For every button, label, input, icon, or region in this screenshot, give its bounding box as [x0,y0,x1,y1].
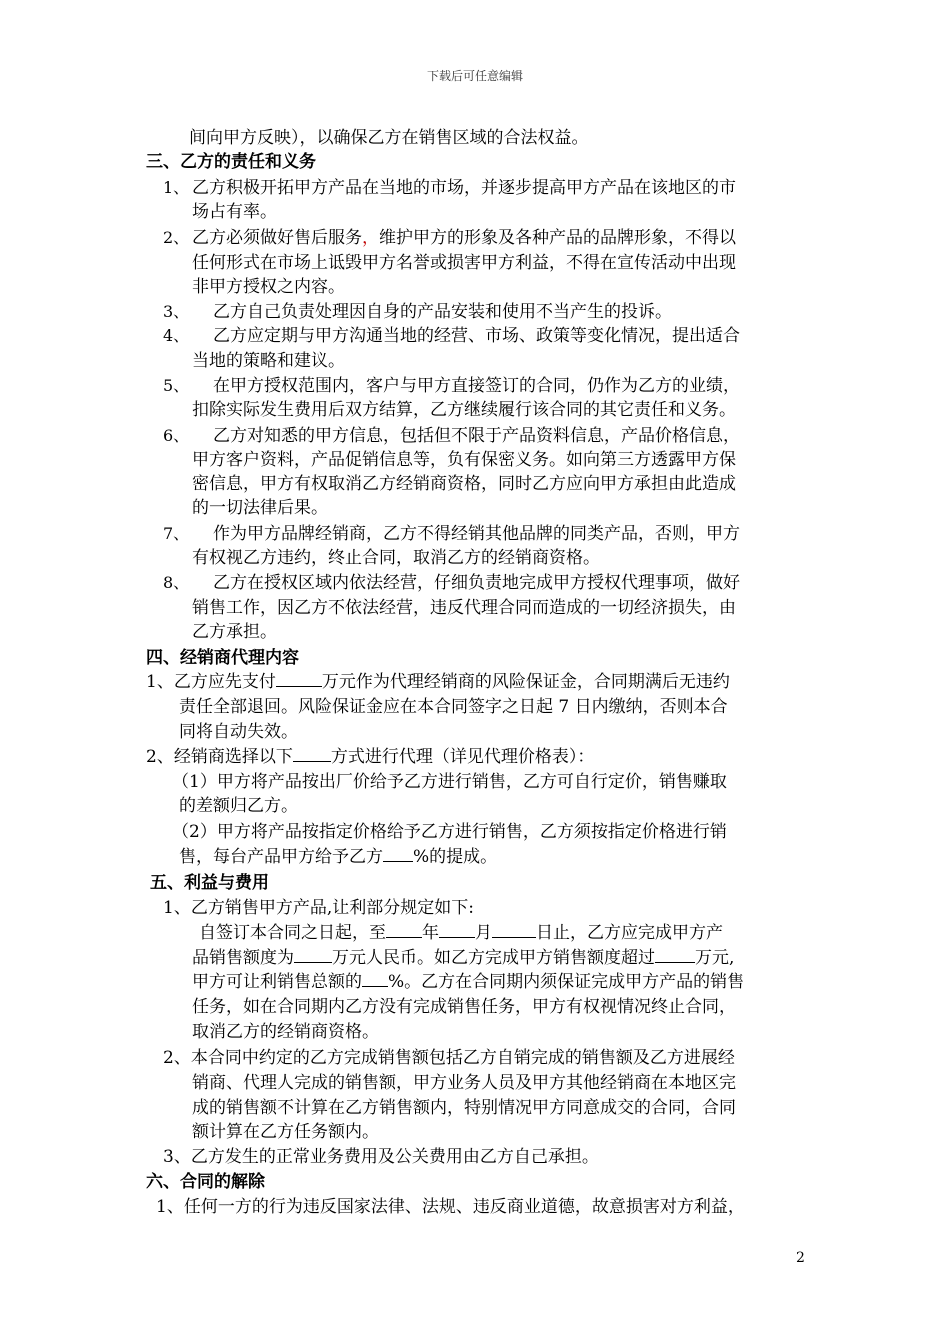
text-line: 任务，如在合同期内乙方没有完成销售任务，甲方有权视情况终止合同， [192,997,736,1017]
section-3-title: 三、乙方的责任和义务 [146,152,316,172]
text-line: 自签订本合同之日起，至 年 月 日止，乙方应完成甲方产 [199,923,723,943]
item-number: 2、 [163,228,190,247]
item-number: 8、 [163,573,190,592]
text-line: 甲方客户资料，产品促销信息等，负有保密义务。如向第三方透露甲方保 [192,450,736,470]
text-line: 乙方自己负责处理因自身的产品安装和使用不当产生的投诉。 [213,302,672,322]
text-line: 非甲方授权之内容。 [192,277,345,297]
text-line: 扣除实际发生费用后双方结算，乙方继续履行该合同的其它责任和义务。 [192,400,736,420]
text-line: 当地的策略和建议。 [192,351,345,371]
text-line: 场占有率。 [192,202,277,222]
section-6-title: 六、合同的解除 [146,1172,265,1192]
text-line: 1、任何一方的行为违反国家法律、法规、违反商业道德，故意损害对方利益， [156,1197,745,1217]
page-number: 2 [796,1250,805,1266]
text-line: 的一切法律后果。 [192,498,328,518]
text-line: 乙方积极开拓甲方产品在当地的市场，并逐步提高甲方产品在该地区的市 [192,178,736,198]
item-number: 1、 [163,178,190,197]
page-header: 下载后可任意编辑 [426,69,523,83]
text-line: 的差额归乙方。 [179,796,298,816]
text-line: 甲方可让利销售总额的 %。乙方在合同期内须保证完成甲方产品的销售 [192,972,745,992]
item-number: 7、 [163,524,190,543]
text-line: （2）甲方将产品按指定价格给予乙方进行销售，乙方须按指定价格进行销 [172,822,727,842]
text-line: 乙方必须做好售后服务，维护甲方的形象及各种产品的品牌形象，不得以 [192,228,736,248]
text-line: 售，每台产品甲方给予乙方 %的提成。 [179,847,498,867]
text-line: 同将自动失效。 [179,722,298,742]
text-line: 1、乙方应先支付 万元作为代理经销商的风险保证金，合同期满后无违约 [146,672,730,692]
text-line: 任何形式在市场上诋毁甲方名誉或损害甲方利益，不得在宣传活动中出现 [192,253,736,273]
section-4-title: 四、经销商代理内容 [146,648,299,668]
text-line: 取消乙方的经销商资格。 [192,1022,379,1042]
text-line: 乙方承担。 [192,622,277,642]
text-line: 作为甲方品牌经销商，乙方不得经销其他品牌的同类产品，否则，甲方 [213,524,740,544]
text-line: （1）甲方将产品按出厂价给予乙方进行销售，乙方可自行定价，销售赚取 [172,772,727,792]
text-line: 2、经销商选择以下 方式进行代理（详见代理价格表）： [146,747,595,767]
section-5-title: 五、利益与费用 [150,873,269,893]
item-number: 4、 [163,326,190,345]
text-line: 有权视乙方违约，终止合同，取消乙方的经销商资格。 [192,548,600,568]
text-line: 2、本合同中约定的乙方完成销售额包括乙方自销完成的销售额及乙方进展经 [163,1048,735,1068]
text-line: 销售工作，因乙方不依法经营，违反代理合同而造成的一切经济损失，由 [192,598,736,618]
text-line: 在甲方授权范围内，客户与甲方直接签订的合同，仍作为乙方的业绩， [213,376,740,396]
text-line: 密信息，甲方有权取消乙方经销商资格，同时乙方应向甲方承担由此造成 [192,474,736,494]
text-line: 间向甲方反映），以确保乙方在销售区域的合法权益。 [189,128,589,148]
text-line: 乙方应定期与甲方沟通当地的经营、市场、政策等变化情况，提出适合 [213,326,740,346]
text-line: 额计算在乙方任务额内。 [192,1122,379,1142]
text-line: 乙方对知悉的甲方信息，包括但不限于产品资料信息，产品价格信息， [213,426,740,446]
text-line: 成的销售额不计算在乙方销售额内，特别情况甲方同意成交的合同，合同 [192,1098,736,1118]
text-line: 销商、代理人完成的销售额，甲方业务人员及甲方其他经销商在本地区完 [192,1073,736,1093]
item-number: 6、 [163,426,190,445]
text-line: 3、乙方发生的正常业务费用及公关费用由乙方自己承担。 [163,1147,599,1167]
item-number: 3、 [163,302,190,321]
text-line: 1、乙方销售甲方产品,让利部分规定如下: [163,898,474,918]
item-number: 5、 [163,376,190,395]
text-line: 责任全部退回。风险保证金应在本合同签字之日起 7 日内缴纳，否则本合 [179,697,728,717]
text-line: 乙方在授权区域内依法经营，仔细负责地完成甲方授权代理事项，做好 [213,573,740,593]
text-line: 品销售额度为 万元人民币。如乙方完成甲方销售额度超过 万元, [192,948,735,968]
